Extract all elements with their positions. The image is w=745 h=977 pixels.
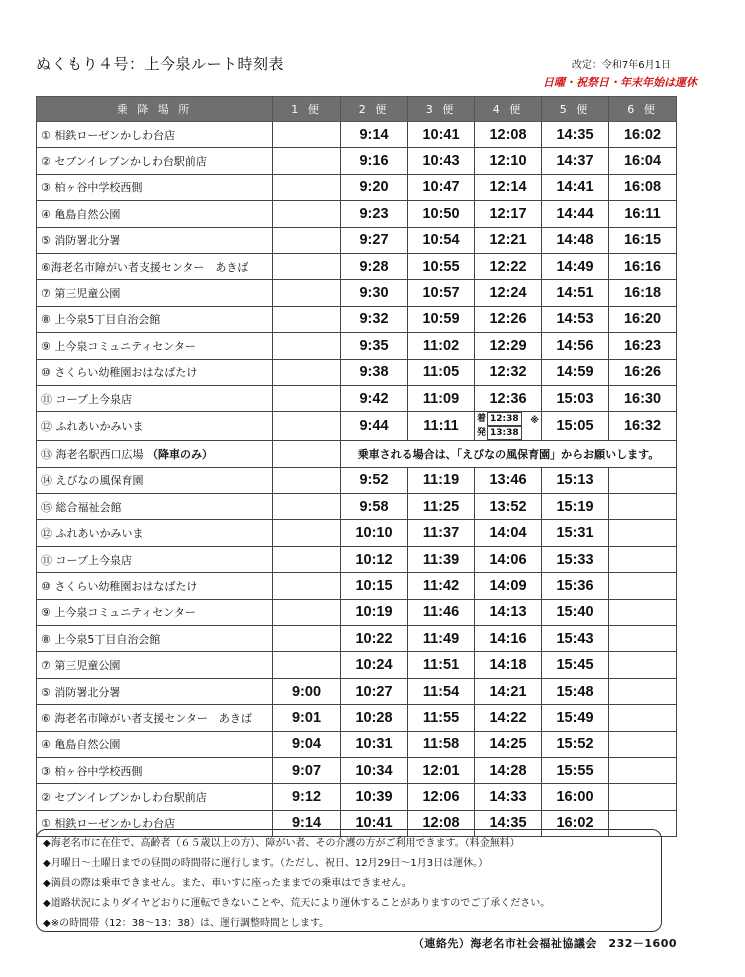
time-cell: 16:04 xyxy=(609,148,677,174)
note-item: ◆※の時間帯（12：38～13：38）は、運行調整時間とします。 xyxy=(43,918,330,929)
table-row xyxy=(37,494,677,520)
table-row xyxy=(37,626,677,652)
time-cell: 10:47 xyxy=(408,174,475,200)
stop-name: ⑨ 上今泉コミュニティセンター xyxy=(37,599,273,625)
time-cell: 10:59 xyxy=(408,306,475,332)
stop-note: （降車のみ） xyxy=(147,447,213,461)
time-cell xyxy=(273,573,341,599)
arrival-time: 12:38 xyxy=(487,412,522,426)
table-row xyxy=(37,757,677,783)
time-cell: 15:19 xyxy=(542,494,609,520)
boarding-notice: 乗車される場合は、「えびなの風保育園」からお願いします。 xyxy=(341,441,677,467)
time-cell: 11:46 xyxy=(408,599,475,625)
stop-name: ⑥ 海老名市障がい者支援センター あきば xyxy=(37,705,273,731)
table-row xyxy=(37,652,677,678)
time-cell xyxy=(273,227,341,253)
stop-name: ⑩ さくらい幼稚園おはなばたけ xyxy=(37,359,273,385)
time-cell: 12:21 xyxy=(475,227,542,253)
time-cell: 14:16 xyxy=(475,626,542,652)
time-cell: 11:51 xyxy=(408,652,475,678)
time-cell: 9:52 xyxy=(341,467,408,493)
table-row xyxy=(37,599,677,625)
stop-name: ⑭ えびなの風保育園 xyxy=(37,467,273,493)
table-row xyxy=(37,148,677,174)
time-cell xyxy=(609,731,677,757)
time-cell: 14:18 xyxy=(475,652,542,678)
table-row xyxy=(37,174,677,200)
time-cell: 11:11 xyxy=(408,412,475,441)
time-cell xyxy=(273,122,341,148)
time-cell: 15:48 xyxy=(542,678,609,704)
time-cell: 9:20 xyxy=(341,174,408,200)
header-stop: 乗 降 場 所 xyxy=(37,97,273,122)
stop-name: ⑪ コープ上今泉店 xyxy=(37,546,273,572)
time-cell: 14:35 xyxy=(542,122,609,148)
time-cell: 11:54 xyxy=(408,678,475,704)
contact-info: （連絡先）海老名市社会福祉協議会 232－1600 xyxy=(412,937,677,950)
time-cell: 9:14 xyxy=(273,810,341,836)
time-cell: 15:43 xyxy=(542,626,609,652)
stop-name: ③ 柏ヶ谷中学校西側 xyxy=(37,757,273,783)
time-cell xyxy=(609,494,677,520)
time-cell: 14:56 xyxy=(542,333,609,359)
time-cell: 15:03 xyxy=(542,385,609,411)
time-cell: 16:23 xyxy=(609,333,677,359)
table-row xyxy=(37,467,677,493)
time-cell xyxy=(609,546,677,572)
stop-name: ③ 柏ヶ谷中学校西側 xyxy=(37,174,273,200)
table-row xyxy=(37,306,677,332)
time-cell: 10:10 xyxy=(341,520,408,546)
time-cell: 15:33 xyxy=(542,546,609,572)
time-cell: 16:08 xyxy=(609,174,677,200)
time-cell: 14:06 xyxy=(475,546,542,572)
time-cell xyxy=(273,412,341,441)
adjust-time-cell xyxy=(475,412,542,441)
stop-name: ④ 亀島自然公園 xyxy=(37,731,273,757)
time-cell: 11:58 xyxy=(408,731,475,757)
time-cell: 14:13 xyxy=(475,599,542,625)
time-cell: 15:45 xyxy=(542,652,609,678)
stop-name: ⑥海老名市障がい者支援センター あきば xyxy=(37,253,273,279)
time-cell: 13:52 xyxy=(475,494,542,520)
time-cell: 9:07 xyxy=(273,757,341,783)
time-cell: 16:18 xyxy=(609,280,677,306)
time-cell: 10:22 xyxy=(341,626,408,652)
time-cell xyxy=(609,599,677,625)
time-cell: 9:16 xyxy=(341,148,408,174)
table-row xyxy=(37,573,677,599)
time-cell: 10:15 xyxy=(341,573,408,599)
time-cell: 10:57 xyxy=(408,280,475,306)
time-cell: 10:41 xyxy=(408,122,475,148)
stop-name: ⑧ 上今泉5丁目自治会館 xyxy=(37,626,273,652)
time-cell xyxy=(273,494,341,520)
time-cell: 14:48 xyxy=(542,227,609,253)
time-cell: 10:28 xyxy=(341,705,408,731)
table-row xyxy=(37,253,677,279)
note-item: ◆満員の際は乗車できません。また、車いすに座ったままでの乗車はできません。 xyxy=(43,878,412,889)
time-cell: 16:11 xyxy=(609,201,677,227)
table-row xyxy=(37,412,677,441)
stop-name: ⑫ ふれあいかみいま xyxy=(37,520,273,546)
time-cell: 16:20 xyxy=(609,306,677,332)
time-cell xyxy=(609,784,677,810)
time-cell: 14:21 xyxy=(475,678,542,704)
time-cell: 9:23 xyxy=(341,201,408,227)
time-cell: 11:25 xyxy=(408,494,475,520)
time-cell: 11:49 xyxy=(408,626,475,652)
stop-name: ⑮ 総合福祉会館 xyxy=(37,494,273,520)
time-cell: 14:33 xyxy=(475,784,542,810)
stop-name: ⑩ さくらい幼稚園おはなばたけ xyxy=(37,573,273,599)
time-cell: 14:49 xyxy=(542,253,609,279)
table-row xyxy=(37,122,677,148)
time-cell: 9:44 xyxy=(341,412,408,441)
table-row xyxy=(37,201,677,227)
note-item: ◆道路状況によりダイヤどおりに運転できないことや、荒天により運休することがありますのでご了承ください。 xyxy=(43,898,551,909)
table-row xyxy=(37,227,677,253)
time-cell: 11:02 xyxy=(408,333,475,359)
time-cell xyxy=(609,678,677,704)
time-cell: 14:41 xyxy=(542,174,609,200)
time-cell: 10:50 xyxy=(408,201,475,227)
stop-name-text: ⑬ 海老名駅西口広場 xyxy=(41,447,144,461)
time-cell xyxy=(273,441,341,467)
header-trip-4: 4 便 xyxy=(475,97,542,122)
time-cell: 14:04 xyxy=(475,520,542,546)
header-trip-2: 2 便 xyxy=(341,97,408,122)
time-cell xyxy=(273,306,341,332)
stop-name: ⑦ 第三児童公園 xyxy=(37,652,273,678)
time-cell: 11:39 xyxy=(408,546,475,572)
time-cell: 12:24 xyxy=(475,280,542,306)
time-cell: 10:34 xyxy=(341,757,408,783)
time-cell: 9:42 xyxy=(341,385,408,411)
time-cell: 9:14 xyxy=(341,122,408,148)
header-trip-1: 1 便 xyxy=(273,97,341,122)
table-row xyxy=(37,546,677,572)
time-cell: 12:22 xyxy=(475,253,542,279)
time-cell: 11:42 xyxy=(408,573,475,599)
time-cell: 14:51 xyxy=(542,280,609,306)
time-cell: 14:09 xyxy=(475,573,542,599)
stop-name: ⑧ 上今泉5丁目自治会館 xyxy=(37,306,273,332)
table-row xyxy=(37,359,677,385)
time-cell xyxy=(273,148,341,174)
stop-name: ⑤ 消防署北分署 xyxy=(37,678,273,704)
time-cell xyxy=(273,333,341,359)
time-cell: 15:31 xyxy=(542,520,609,546)
time-cell: 14:59 xyxy=(542,359,609,385)
time-cell xyxy=(609,757,677,783)
stop-name: ⑨ 上今泉コミュニティセンター xyxy=(37,333,273,359)
time-cell xyxy=(273,359,341,385)
time-cell xyxy=(609,705,677,731)
time-cell: 9:27 xyxy=(341,227,408,253)
stop-name xyxy=(37,441,273,467)
time-cell: 10:27 xyxy=(341,678,408,704)
notes-box xyxy=(36,829,662,932)
note-mark: ※ xyxy=(530,416,539,427)
stop-name: ② セブンイレブンかしわ台駅前店 xyxy=(37,148,273,174)
time-cell xyxy=(273,626,341,652)
table-row xyxy=(37,784,677,810)
time-cell: 12:08 xyxy=(475,122,542,148)
time-cell: 15:05 xyxy=(542,412,609,441)
time-cell xyxy=(273,385,341,411)
time-cell: 14:35 xyxy=(475,810,542,836)
time-cell xyxy=(273,599,341,625)
time-cell: 16:00 xyxy=(542,784,609,810)
time-cell xyxy=(609,520,677,546)
stop-name: ⑪ コープ上今泉店 xyxy=(37,385,273,411)
time-cell: 10:12 xyxy=(341,546,408,572)
header-trip-6: 6 便 xyxy=(609,97,677,122)
time-cell: 12:17 xyxy=(475,201,542,227)
time-cell: 10:43 xyxy=(408,148,475,174)
header-trip-5: 5 便 xyxy=(542,97,609,122)
header-row xyxy=(37,97,677,122)
time-cell: 16:16 xyxy=(609,253,677,279)
time-cell: 10:41 xyxy=(341,810,408,836)
stop-name: ② セブンイレブンかしわ台駅前店 xyxy=(37,784,273,810)
table-row xyxy=(37,280,677,306)
closed-notice: 日曜・祝祭日・年末年始は運休 xyxy=(543,76,697,89)
time-cell: 16:02 xyxy=(609,122,677,148)
time-cell xyxy=(273,174,341,200)
table-row xyxy=(37,441,677,467)
time-cell: 9:58 xyxy=(341,494,408,520)
stop-name: ⑫ ふれあいかみいま xyxy=(37,412,273,441)
time-cell: 13:46 xyxy=(475,467,542,493)
note-item: ◆海老名市に在住で、高齢者（６５歳以上の方）、障がい者、その介護の方がご利用できます。（料金無料） xyxy=(43,838,520,849)
time-cell: 15:49 xyxy=(542,705,609,731)
time-cell: 12:01 xyxy=(408,757,475,783)
time-cell: 11:09 xyxy=(408,385,475,411)
stop-name: ⑦ 第三児童公園 xyxy=(37,280,273,306)
time-cell xyxy=(273,652,341,678)
time-cell: 14:37 xyxy=(542,148,609,174)
time-cell: 9:38 xyxy=(341,359,408,385)
timetable xyxy=(36,96,677,837)
time-cell: 9:28 xyxy=(341,253,408,279)
time-cell xyxy=(609,467,677,493)
time-cell xyxy=(609,626,677,652)
time-cell: 16:15 xyxy=(609,227,677,253)
time-cell: 9:04 xyxy=(273,731,341,757)
time-cell: 12:26 xyxy=(475,306,542,332)
table-row xyxy=(37,385,677,411)
time-cell: 9:12 xyxy=(273,784,341,810)
time-cell: 14:22 xyxy=(475,705,542,731)
time-cell: 16:26 xyxy=(609,359,677,385)
time-cell: 9:30 xyxy=(341,280,408,306)
page-title: ぬくもり４号：上今泉ルート時刻表 xyxy=(36,55,285,73)
time-cell: 10:39 xyxy=(341,784,408,810)
time-cell: 12:36 xyxy=(475,385,542,411)
time-cell: 12:08 xyxy=(408,810,475,836)
time-cell xyxy=(273,467,341,493)
stop-name: ① 相鉄ローゼンかしわ台店 xyxy=(37,122,273,148)
time-cell xyxy=(273,201,341,227)
time-cell: 15:36 xyxy=(542,573,609,599)
time-cell: 14:28 xyxy=(475,757,542,783)
note-item: ◆月曜日～土曜日までの昼間の時間帯に運行します。（ただし、祝日、12月29日～1月3日は運休。） xyxy=(43,858,489,869)
time-cell: 11:55 xyxy=(408,705,475,731)
time-cell: 12:14 xyxy=(475,174,542,200)
stop-name: ① 相鉄ローゼンかしわ台店 xyxy=(37,810,273,836)
time-cell: 15:55 xyxy=(542,757,609,783)
time-cell: 14:53 xyxy=(542,306,609,332)
time-cell: 16:02 xyxy=(542,810,609,836)
time-cell: 11:37 xyxy=(408,520,475,546)
time-cell: 10:55 xyxy=(408,253,475,279)
stop-name: ⑤ 消防署北分署 xyxy=(37,227,273,253)
time-cell: 16:32 xyxy=(609,412,677,441)
time-cell: 15:13 xyxy=(542,467,609,493)
arrival-label: 着 xyxy=(477,414,487,425)
time-cell: 9:32 xyxy=(341,306,408,332)
table-row xyxy=(37,705,677,731)
time-cell: 12:32 xyxy=(475,359,542,385)
time-cell: 14:25 xyxy=(475,731,542,757)
time-cell: 9:35 xyxy=(341,333,408,359)
time-cell: 10:31 xyxy=(341,731,408,757)
time-cell: 12:29 xyxy=(475,333,542,359)
table-row xyxy=(37,520,677,546)
time-cell: 10:54 xyxy=(408,227,475,253)
time-cell xyxy=(273,546,341,572)
time-cell: 11:05 xyxy=(408,359,475,385)
time-cell xyxy=(609,652,677,678)
time-cell xyxy=(273,520,341,546)
stop-name: ④ 亀島自然公園 xyxy=(37,201,273,227)
time-cell: 14:44 xyxy=(542,201,609,227)
time-cell: 16:30 xyxy=(609,385,677,411)
revision-date: 改定：令和7年6月1日 xyxy=(571,60,671,71)
departure-label: 発 xyxy=(477,428,487,439)
departure-time: 13:38 xyxy=(487,426,522,440)
time-cell xyxy=(273,253,341,279)
time-cell: 15:52 xyxy=(542,731,609,757)
time-cell: 12:10 xyxy=(475,148,542,174)
time-cell: 15:40 xyxy=(542,599,609,625)
table-row xyxy=(37,333,677,359)
time-cell xyxy=(609,573,677,599)
table-row xyxy=(37,731,677,757)
time-cell: 12:06 xyxy=(408,784,475,810)
time-cell: 11:19 xyxy=(408,467,475,493)
time-cell: 9:00 xyxy=(273,678,341,704)
header-trip-3: 3 便 xyxy=(408,97,475,122)
time-cell: 9:01 xyxy=(273,705,341,731)
time-cell: 10:24 xyxy=(341,652,408,678)
time-cell: 10:19 xyxy=(341,599,408,625)
time-cell xyxy=(273,280,341,306)
table-row xyxy=(37,678,677,704)
